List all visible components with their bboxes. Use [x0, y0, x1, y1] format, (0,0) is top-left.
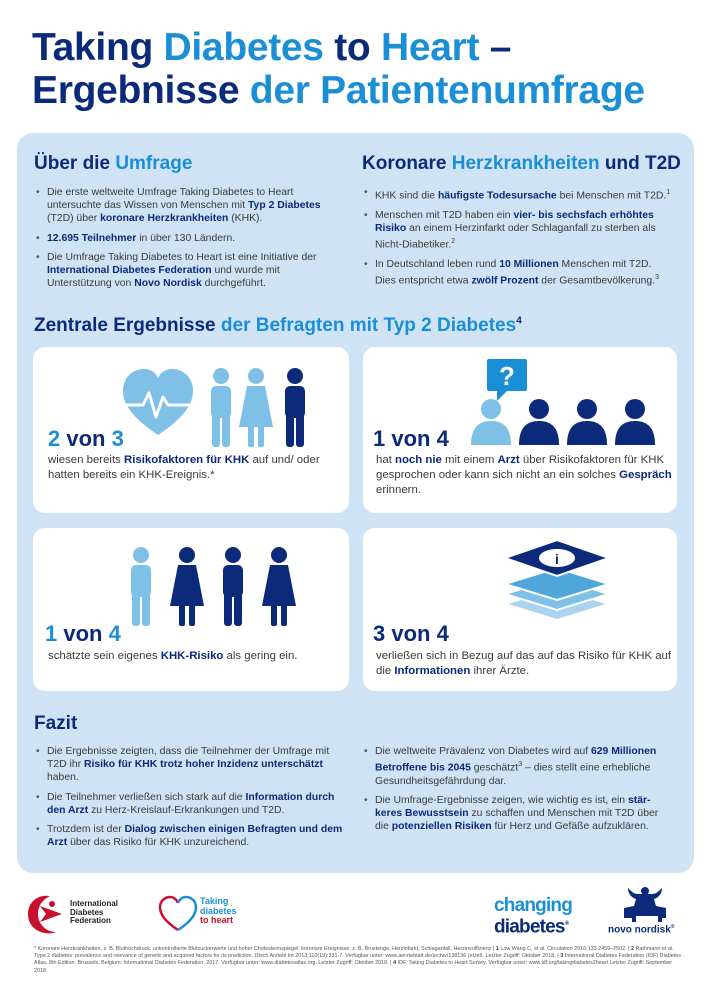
stat-3-of-4: 3 von 4	[373, 621, 449, 646]
about-title: Über die Umfrage	[34, 153, 193, 174]
result-card-2	[363, 347, 677, 513]
footnote: * Koronare Herzkrankheiten, z. B. Bluthochdruck, unkontrollierte Blutzuckerwerte und hoher Cholesterinspiegel; koronare Ereignisse, z. B. Brustenge, Herzinfarkt, Schlaganfall, Herzinsuffizienz | 1 Low Wang C, et al. Circulation 2016;133:2459–2502. | 2 Rathmann et al. Type 2 diabetes: prevalence and relevance of genetic and acquired factors for its prediction. Dtsch Arztebl Int 2013;110(19):331-7. Verfügbar unter: www.aerzteblatt.de/archiv/138136 (eUe6. Letzter Zugriff: Oktober 2018. | 3 International Diabetes Federation (IDF) Diabetes Atlas, 8th Edition. Brussels, Belgium: International Diabetes Federation, 2017. Verfügbar unter: www.diabetesatlas.org. Letzter Zugriff: Oktober 2018. | 4 IDF. Taking Diabetes to Heart Survey. Verfügbar unter: www.idf.org/takingdiabetes2heart Letzter Zugriff: September 2018.	[34, 946, 681, 974]
stat-description: schätzte sein eigenes KHK-Risiko als gering ein.	[48, 650, 298, 662]
apis-bull-icon	[622, 884, 668, 924]
title-line-2: Ergebnisse der Patientenumfrage	[32, 69, 645, 112]
tdh-wordmark: Taking diabetes to heart	[200, 896, 237, 926]
heart-people-icon	[123, 367, 333, 449]
result-card-1	[33, 347, 349, 513]
khk-list	[362, 186, 672, 294]
fazit-list-right	[362, 745, 672, 840]
result-card-3	[33, 528, 349, 691]
idf-wordmark: International Diabetes Federation	[70, 899, 119, 926]
list-item: • In Deutschland leben rund 10 Millionen Menschen mit T2D. Dies entspricht etwa zwölf Prozent der Gesamtbevölkerung.$^3$	[362, 258, 672, 288]
result-card-4	[363, 528, 677, 691]
list-item: • Die erste weltweite Umfrage Taking Diabetes to Heart untersuchte das Wissen von Menschen mit Typ 2 Diabetes (T2D) über koronare Herzkrankheiten (KHK).	[34, 186, 334, 226]
khk-title: Koronare Herzkrankheiten und T2D	[362, 153, 681, 174]
list-item: • Die Ergebnisse zeigten, dass die Teilnehmer der Umfrage mit T2D ihr Risiko für KHK trotz hoher Inzidenz unterschätzt haben.	[34, 745, 344, 785]
list-item: • Die Teilnehmer verließen sich stark auf die Information durch den Arzt zu Herz-Kreislauf-Erkrankungen und T2D.	[34, 791, 344, 817]
stat-2-of-3: 2 von 3	[48, 426, 124, 451]
page-title	[32, 26, 692, 112]
tdh-logo	[158, 894, 258, 938]
list-item: • Die Umfrage Taking Diabetes to Heart ist eine Initiative der International Diabetes Federation und wurde mit Unterstützung von Novo Nordisk durchgeführt.	[34, 251, 334, 291]
question-mark: ?	[499, 361, 515, 391]
list-item: • 12.695 Teilnehmer in über 130 Ländern.	[34, 232, 334, 245]
list-item: • Die Umfrage-Ergebnisse zeigen, wie wichtig es ist, ein stärkeres Bewusstsein zu schaffen und Menschen mit T2D über die potenziellen Risiken für Herz und Gefäße aufzuklären.	[362, 794, 672, 834]
stat-1-of-4: 1 von 4	[45, 621, 121, 646]
novo-nordisk-logo: novo nordisk®	[608, 884, 688, 940]
fazit-title: Fazit	[34, 713, 78, 734]
list-item: • Trotzdem ist der Dialog zwischen einigen Befragten und dem Arzt über das Risiko für KHK unzureichend.	[34, 823, 344, 849]
question-people-icon	[471, 359, 667, 451]
results-title: Zentrale Ergebnisse der Befragten mit Typ 2 Diabetes$^4$	[34, 315, 522, 336]
info-letter: i	[555, 551, 559, 567]
people-group-icon	[121, 546, 321, 628]
information-stack-icon	[501, 538, 613, 630]
stat-description: hat noch nie mit einem Arzt über Risikofaktoren für KHK gesprochen oder kann sich nicht an ein solches Gespräch erinnern.	[376, 454, 672, 496]
logo-bar	[0, 880, 710, 940]
fazit-list-left	[34, 745, 344, 855]
list-item: • Menschen mit T2D haben ein vier- bis sechsfach erhöhtes Risiko an einem Herzinfarkt oder Schlaganfall zu sterben als Nicht-Diabetiker.$^2$	[362, 209, 672, 252]
list-item: • Die weltweite Prävalenz von Diabetes wird auf 629 Millionen Betroffene bis 2045 geschätzt$^3$ – dies stellt eine erhebliche Gesundheitsgefährdung dar.	[362, 745, 672, 788]
stat-description: verließen sich in Bezug auf das auf das Risiko für KHK auf die Informationen ihrer Ärzte.	[376, 650, 672, 677]
stat-1-of-4: 1 von 4	[373, 426, 449, 451]
list-item: • KHK sind die häufigste Todesursache bei Menschen mit T2D.$^1$	[362, 186, 672, 203]
title-line-1: Taking Diabetes to Heart –	[32, 26, 512, 69]
idf-emblem-icon	[24, 892, 68, 936]
stat-description: wiesen bereits Risikofaktoren für KHK auf und/ oder hatten bereits ein KHK-Ereignis.*	[48, 454, 320, 481]
heart-outline-icon	[158, 894, 198, 934]
idf-logo	[24, 892, 134, 936]
changing-diabetes-logo: changing diabetes®	[494, 895, 573, 938]
about-list	[34, 186, 334, 296]
